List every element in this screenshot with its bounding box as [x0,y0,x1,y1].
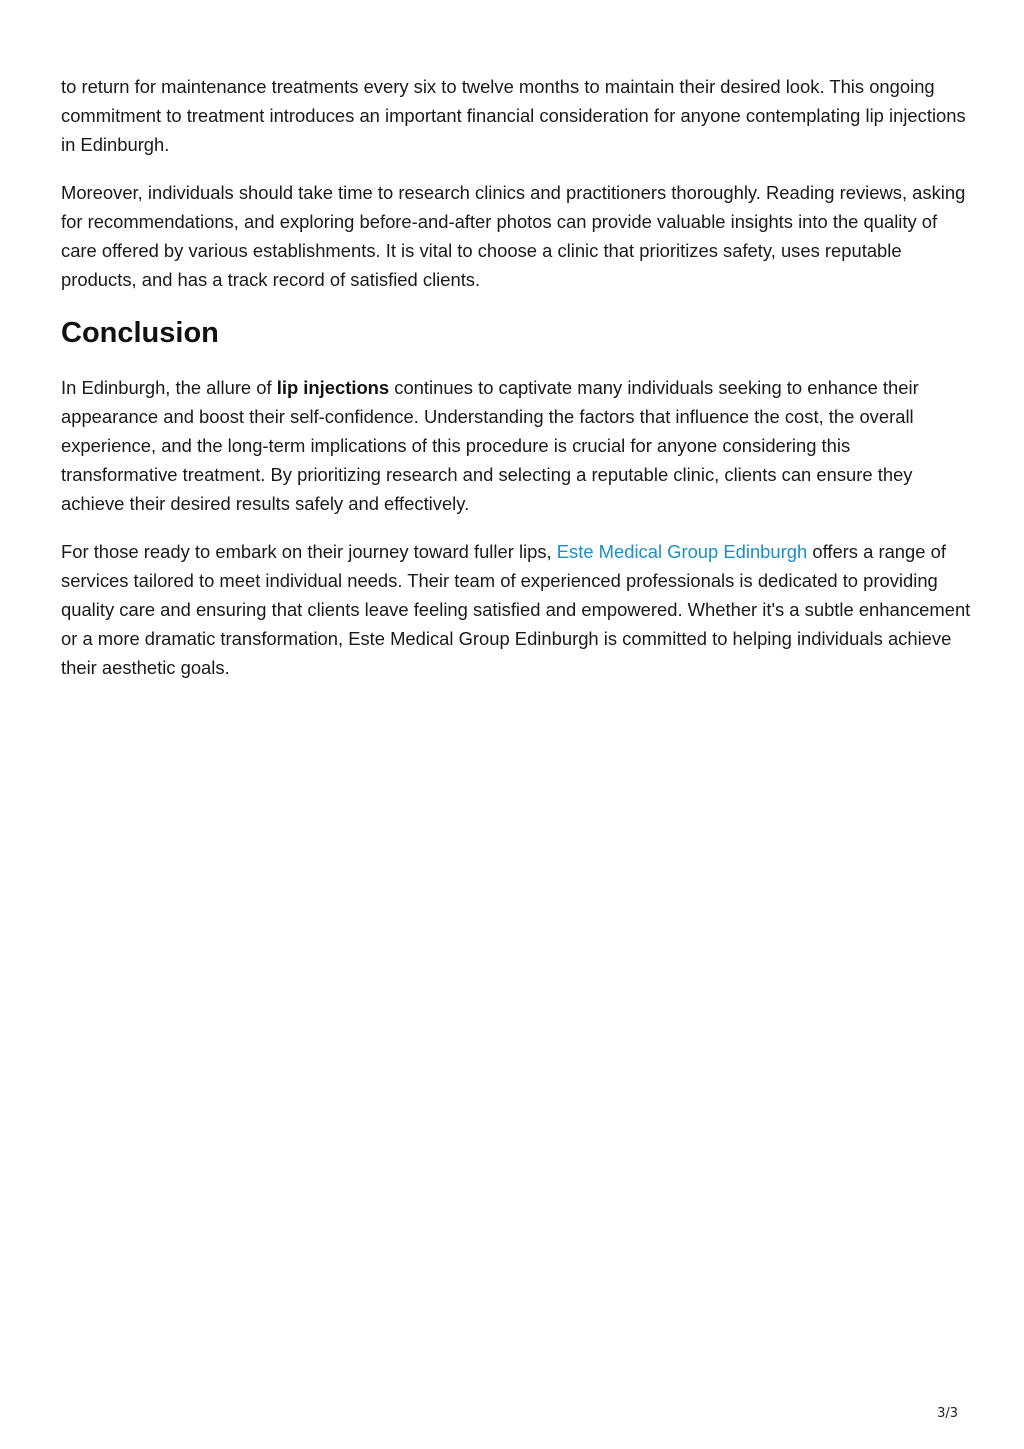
page-number: 3/3 [937,1406,958,1421]
clinic-offer-text-after: offers a range of services tailored to meet individual needs. Their team of experienced professionals is dedicated to providing quality care and ensuring that clients leave feeling satisfied and empowered. Whether it's a subtle enhancement or a more dramatic transformation, Este Medical Group Edinburgh is committed to helping individuals achieve their aesthetic goals. [61,541,971,678]
section-heading-conclusion: Conclusion [61,317,219,349]
document-page [61,72,971,701]
paragraph-clinic-offer [61,537,971,682]
paragraph-conclusion-intro [61,373,971,518]
paragraph-maintenance: to return for maintenance treatments every six to twelve months to maintain their desired look. This ongoing commitment to treatment introduces an important financial consideration for anyone contemplating lip injections in Edinburgh. [61,76,966,155]
conclusion-intro-text-after: continues to captivate many individuals seeking to enhance their appearance and boost their self-confidence. Understanding the factors that influence the cost, the overall experience, and the long-term implications of this procedure is crucial for anyone considering this transformative treatment. By prioritizing research and selecting a reputable clinic, clients can ensure they achieve their desired results safely and effectively. [61,377,919,514]
conclusion-intro-text-before: In Edinburgh, the allure of [61,377,277,398]
clinic-offer-text-before: For those ready to embark on their journey toward fuller lips, [61,541,557,562]
clinic-link[interactable]: Este Medical Group Edinburgh [556,541,808,562]
paragraph-research-clinics: Moreover, individuals should take time to research clinics and practitioners thoroughly. Reading reviews, asking for recommendations, and exploring before-and-after photos can provide valuable insights into the quality of care offered by various establishments. It is vital to choose a clinic that prioritizes safety, uses reputable products, and has a track record of satisfied clients. [61,182,966,290]
bold-keyword-lip-injections: lip injections [276,377,390,398]
